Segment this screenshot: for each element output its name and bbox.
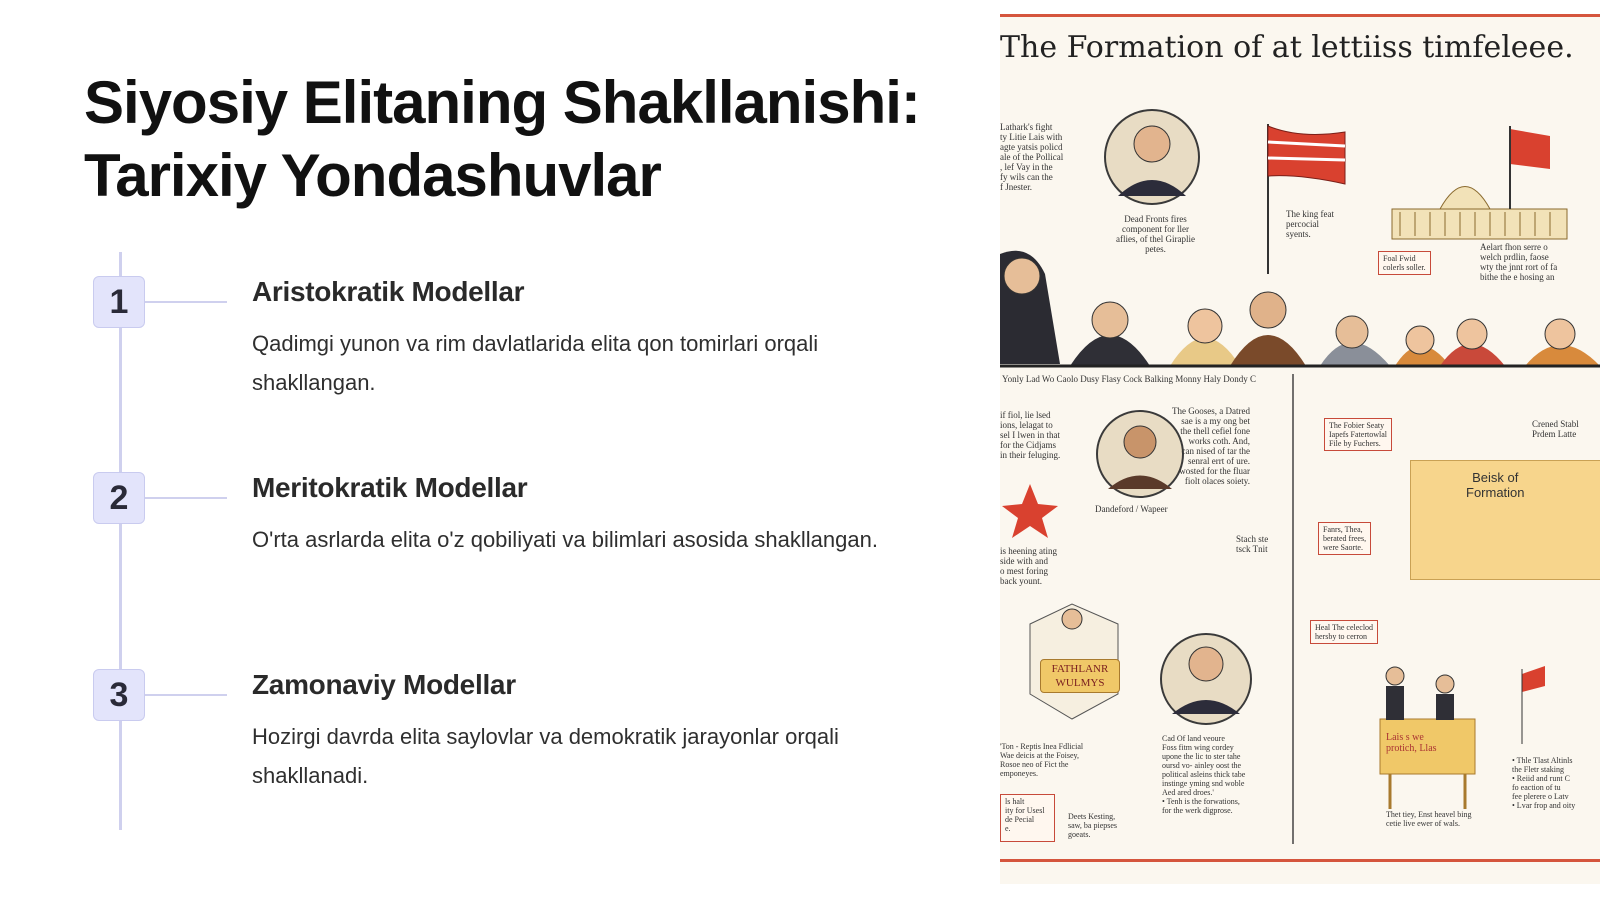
- step-connector: [145, 301, 227, 303]
- timeline-line: [119, 252, 122, 830]
- step-description: O'rta asrlarda elita o'z qobiliyati va bilimlari asosida shakllangan.: [252, 527, 878, 552]
- caption-bottom-note: Deets Kesting, saw, ba piepses goeats.: [1068, 812, 1118, 839]
- caption-right-top: Crened Stabl Prdem Latte: [1532, 419, 1579, 439]
- step-number-badge: 3: [93, 669, 145, 721]
- step-description: Qadimgi yunon va rim davlatlarida elita qon tomirlari orqali shakllangan.: [252, 331, 819, 395]
- podium-label: Lais s we protich, Llas: [1386, 732, 1437, 754]
- note-box-1: Foal Fwid colerls soller.: [1378, 251, 1431, 275]
- caption-stack: Stach ste tsck Tnit: [1236, 534, 1269, 554]
- step-heading: Zamonaviy Modellar: [252, 669, 516, 700]
- caption-people-row: Yonly Lad Wo Caolo Dusy Flasy Cock Balking Monny Haly Dondy C: [1002, 374, 1256, 384]
- illustration-title: The Formation of at lettiiss timfeleee.: [1000, 30, 1574, 65]
- slide-title-line2: Tarixiy Yondashuvlar: [84, 142, 661, 209]
- step-number-badge: 2: [93, 472, 145, 524]
- caption-left-bottom: 'Ton - Reptis Inea Fdlicial Wae deicis at the Foisey, Rosoe neo of Fict the emponeyes.: [1000, 742, 1084, 778]
- caption-portrait-1: Dead Fronts fires component for ller aflies, of thel Giraplie petes.: [1116, 214, 1195, 254]
- step-heading: Meritokratik Modellar: [252, 472, 528, 503]
- step-heading: Aristokratik Modellar: [252, 276, 525, 307]
- step-number-badge: 1: [93, 276, 145, 328]
- caption-left-mid: if fiol, lie lsed ions, lelagat to sel I lwen in that for the Cidjams in their feluging.: [1000, 410, 1061, 460]
- history-illustration: [1000, 14, 1600, 884]
- caption-portrait-2: Dandeford / Wapeer: [1095, 504, 1168, 514]
- illustration-drawing: [1000, 14, 1600, 884]
- caption-right-bottom: Thet tiey, Enst heavel bing cetie live ewer of wals.: [1386, 810, 1472, 828]
- step-description: Hozirgi davrda elita saylovlar va demokratik jarayonlar orqali shakllanadi.: [252, 724, 839, 788]
- caption-center-mid: The Gooses, a Datred sae is a my ong bet the thell cefiel fone works coth. And, can nised of tar the senral errt of ure. wosted for the fluar fiolt olaces soiety.: [1172, 406, 1250, 486]
- step-connector: [145, 497, 227, 499]
- note-box-4: Heal The celeclod hersby to cerron: [1310, 620, 1378, 644]
- caption-flag: The king feat percocial syents.: [1286, 209, 1334, 239]
- caption-left-lower: is heening ating side with and o mest foring back yount.: [1000, 546, 1057, 586]
- caption-far-right-bottom: • Thle Tlast Altinls the Fletr staking • Reiid and runt C fo eaction of tu fee plerere o Latv • Lvar frop and oity: [1512, 756, 1576, 810]
- statue-banner: FATHLANR WULMYS: [1040, 659, 1120, 693]
- caption-box-left-bottom: ls halt ity for Usesl de Pecial e.: [1000, 794, 1055, 842]
- caption-portrait-3: Cad Of land veoure Foss fitm wing cordey upone the lic to ster tahe oursd vo- ainley oost the political asleins thick tabe instinge yming snd woble Aed ared droes.' • Tenh is the forwations, for the werk digprose.: [1162, 734, 1246, 815]
- step-connector: [145, 694, 227, 696]
- caption-left-top: Lathark's fight ty Litie Lais with agte yatsis policd ale of the Pollical , lef Vay in the fy wils can the f Jnester.: [1000, 122, 1064, 192]
- formation-box-label: Beisk of Formation: [1466, 470, 1525, 500]
- note-box-2: The Fobier Seaty Iapefs Fatertowlal File by Fuchers.: [1324, 418, 1392, 451]
- note-box-3: Fanrs, Thea, berated frees, were Saorte.: [1318, 522, 1371, 555]
- caption-capitol: Aelart fhon serre o welch prdlin, faose wty the jnnt rort of fa bithe the e hosing an: [1480, 242, 1558, 282]
- slide-title-line1: Siyosiy Elitaning Shakllanishi:: [84, 69, 920, 136]
